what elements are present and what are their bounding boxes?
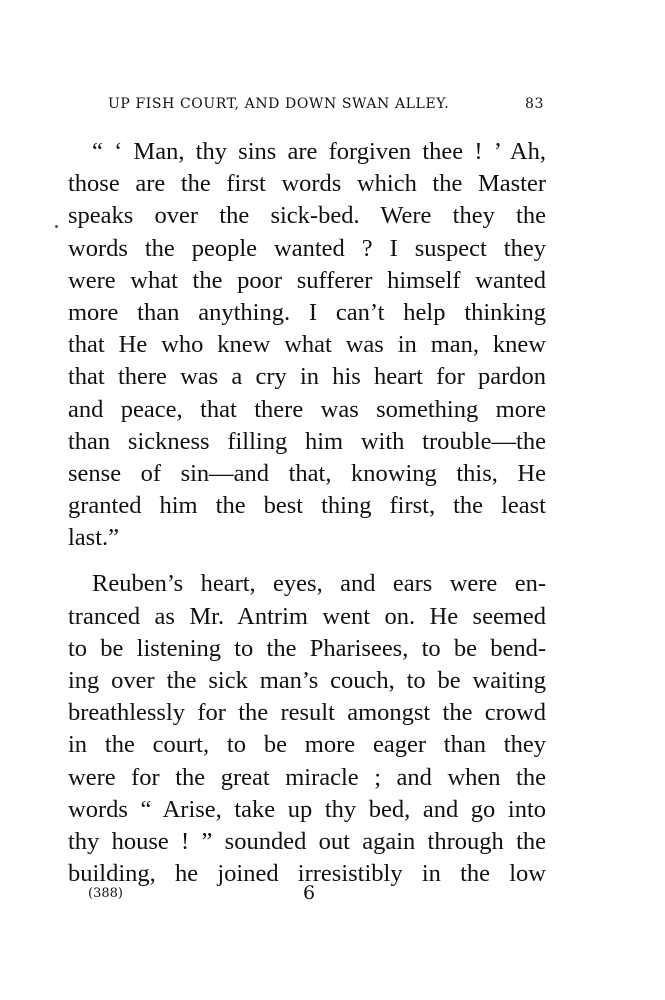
signature-number: 6 [303, 882, 316, 904]
text-line: words “ Arise, take up thy bed, and go into [68, 795, 546, 823]
paragraph [68, 568, 546, 890]
text-line: tranced as Mr. Antrim went on. He seemed [68, 602, 546, 630]
text-line: those are the first words which the Master [68, 170, 546, 198]
text-line: that there was a cry in his heart for pardon [68, 363, 546, 391]
text-line: more than anything. I can’t help thinking [68, 298, 546, 326]
running-head [108, 96, 544, 118]
text-line: to be listening to the Pharisees, to be bend- [68, 634, 546, 662]
text-line: words the people wanted ? I suspect they [68, 234, 546, 262]
text-line: Reuben’s heart, eyes, and ears were en- [92, 570, 546, 598]
body-text [68, 136, 546, 890]
running-head-title: UP FISH COURT, AND DOWN SWAN ALLEY. [108, 96, 450, 112]
text-line: speaks over the sick-bed. Were they the [68, 202, 546, 230]
text-line: building, he joined irresistibly in the low [68, 860, 546, 888]
text-line: were what the poor sufferer himself wanted [68, 266, 546, 294]
text-line: sense of sin—and that, knowing this, He [68, 459, 546, 487]
text-line: were for the great miracle ; and when the [68, 763, 546, 791]
page-footer [0, 882, 665, 912]
text-line: and peace, that there was something more [68, 395, 546, 423]
text-line: thy house ! ” sounded out again through the [68, 827, 546, 855]
text-line: ing over the sick man’s couch, to be waiting [68, 667, 546, 694]
paper-speck [55, 225, 58, 228]
paragraph [68, 136, 546, 554]
page-number: 83 [524, 96, 544, 112]
text-line: breathlessly for the result amongst the crowd [68, 699, 546, 727]
text-line: granted him the best thing first, the least [68, 492, 546, 520]
text-line: “ ‘ Man, thy sins are forgiven thee ! ’ Ah, [92, 138, 546, 165]
signature-mark: (388) [88, 886, 123, 901]
text-line: in the court, to be more eager than they [68, 731, 546, 759]
text-line: that He who knew what was in man, knew [68, 331, 546, 359]
text-line: last.” [68, 524, 120, 552]
text-line: than sickness filling him with trouble—the [68, 427, 546, 455]
